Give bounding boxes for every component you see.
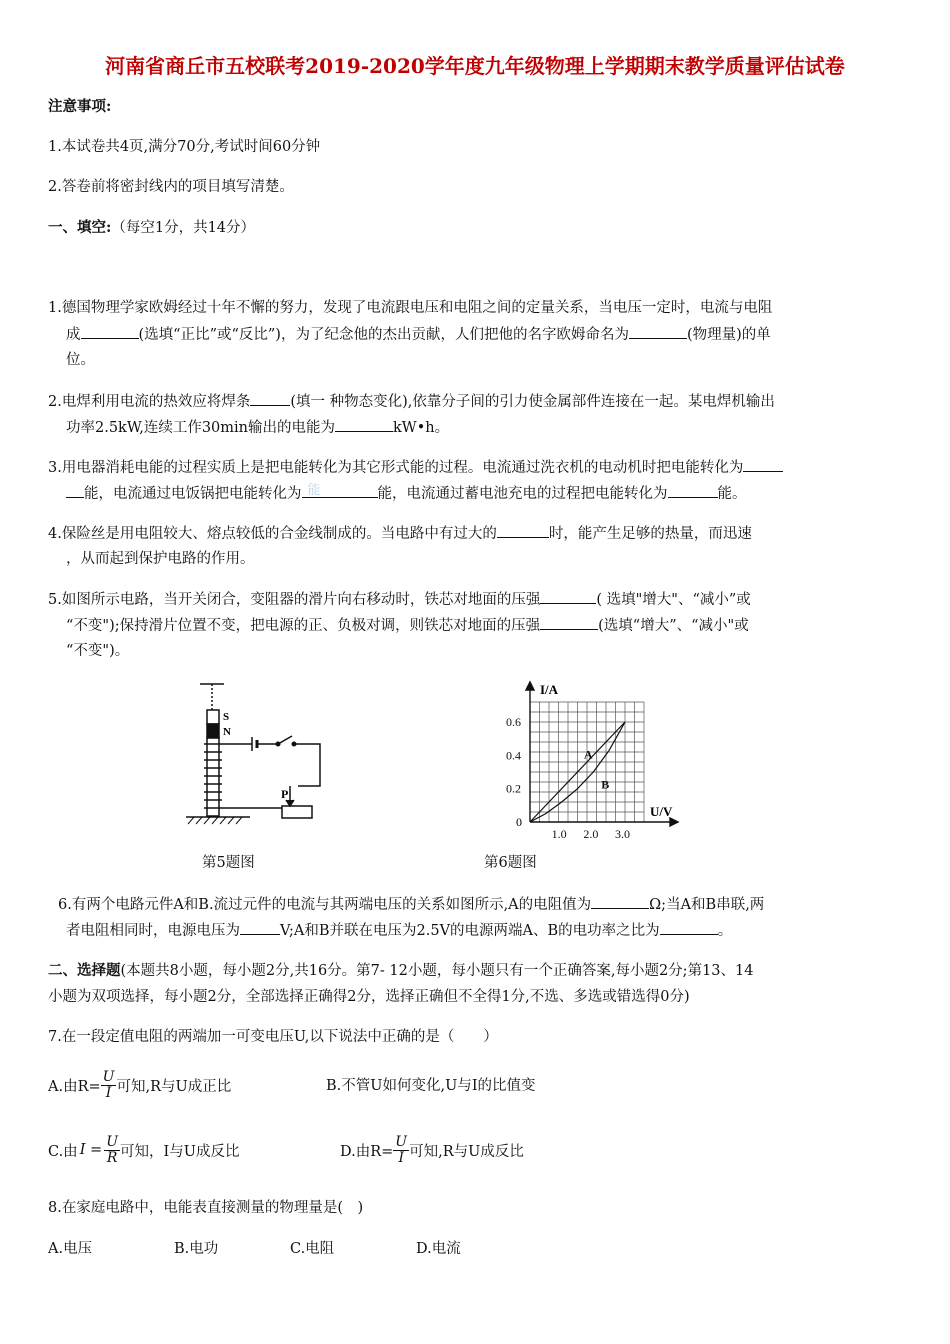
fig6-x-arrow [670,818,678,826]
q4-text-b: 时，能产生足够的热量，而迅速 [548,526,752,542]
q6-text-b: Ω;当A和B串联,两 [649,897,765,913]
q7-d-den: I [398,1149,404,1166]
q3-line1 [48,455,783,477]
q1-text-a: 成 [66,327,81,343]
exam-title: 河南省商丘市五校联考2019-2020学年度九年级物理上学期期末教学质量评估试卷 [105,54,845,78]
fig6-origin: 0 [516,815,522,829]
q4-blank-1[interactable] [497,521,549,538]
q3-text-c: 能，电流通过蓄电池充电的过程把电能转化为 [377,486,668,502]
q1-line3: 位。 [66,352,95,368]
section2-text-1: (本题共8小题，每小题2分,共16分。第7- 12小题，每小题只有一个正确答案,每小题2分;第13、14 [120,963,754,979]
fig5-label-s: S [223,711,230,723]
q5-line1 [48,587,751,609]
q6-blank-2[interactable] [240,918,280,935]
q6-text-c: 者电阻相同时，电源电压为 [66,923,240,939]
fig6-series-label-B: B [601,777,610,792]
q8-stem: 8.在家庭电路中，电能表直接测量的物理量是( ) [48,1200,364,1216]
q7-stem: 7.在一段定值电阻的两端加一可变电压U,以下说法中正确的是（ ） [48,1029,498,1045]
q6-text-a: 6.有两个电路元件A和B.流过元件的电流与其两端电压的关系如图所示,A的电阻值为 [58,897,592,913]
q7-c-den: R [106,1149,118,1166]
fig6-x-tick: 1.0 [551,827,567,841]
q7-d-fraction [393,1135,409,1166]
q1-blank-2[interactable] [629,322,687,339]
q7-c-post: 可知，I与U成反比 [120,1143,240,1160]
q8-option-d[interactable]: D.电流 [416,1241,461,1257]
fig6-y-tick: 0.4 [506,748,521,763]
fig6-caption: 第6题图 [484,855,537,871]
fig5-magnet-s [207,710,219,724]
q6-blank-3[interactable] [660,918,718,935]
q7-d-post: 可知,R与U成反比 [409,1143,524,1160]
q6-line1 [58,892,764,914]
q7-a-pre: A.由R= [48,1078,101,1095]
q5-blank-1[interactable] [540,587,596,604]
q2-blank-1[interactable] [250,389,290,406]
q2-line1 [48,389,775,411]
fig5-wire-right [294,744,320,786]
q7-c-pre: C.由 [48,1143,78,1160]
q5-text-c: “不变");保持滑片位置不变，把电源的正、负极对调，则铁芯对地面的压强 [66,618,541,634]
q3-blank-3[interactable] [668,481,718,498]
fig6-iu-chart [500,676,680,842]
q1-text-c: (物理量)的单 [686,327,771,343]
fig5-caption: 第5题图 [202,855,255,871]
q7-option-b[interactable]: B.不管U如何变化,U与I的比值变 [326,1078,536,1094]
q7-option-d[interactable] [340,1130,524,1170]
fig6-y-tick: 0.2 [506,781,521,796]
q5-text-b: ( 选填"增大"、“减小”或 [596,592,751,608]
fig6-xlabel: U/V [650,804,673,819]
q3-line2 [66,481,747,503]
q2-text-c: 功率2.5kW,连续工作30min输出的电能为 [66,420,335,436]
q5-blank-2[interactable] [540,613,598,630]
q8-option-b[interactable]: B.电功 [174,1241,219,1257]
section1-heading: 一、填空: [48,219,112,236]
q6-text-e: 。 [717,923,733,939]
q7-c-fraction [104,1135,120,1166]
notice-item-1: 1.本试卷共4页,满分70分,考试时间60分钟 [48,139,321,155]
q3-faint-mark: 能 [307,483,321,498]
q7-a-fraction [101,1070,117,1101]
q4-line2: ，从而起到保护电路的作用。 [66,551,255,567]
q7-a-den: I [105,1084,112,1101]
q5-text-a: 5.如图所示电路，当开关闭合，变阻器的滑片向右移动时，铁芯对地面的压强 [48,592,541,608]
fig5-magnet-n [207,724,219,738]
q7-a-num: U [102,1068,115,1085]
q4-text-a: 4.保险丝是用电阻较大、熔点较低的合金线制成的。当电路中有过大的 [48,526,497,542]
fig5-rheostat [282,806,312,818]
q1-text-b: (选填“正比”或“反比”)，为了纪念他的杰出贡献，人们把他的名字欧姆命名为 [138,327,629,343]
q3-blank-1b[interactable] [66,481,84,498]
q3-blank-1a[interactable] [743,455,783,472]
q3-blank-2[interactable] [302,481,378,498]
q2-line2 [66,415,449,437]
fig5-label-n: N [223,726,231,738]
fig6-x-tick: 3.0 [615,827,630,841]
q6-text-d: V;A和B并联在电压为2.5V的电源两端A、B的电功率之比为 [280,923,660,939]
q2-blank-2[interactable] [335,415,393,432]
notice-item-2: 2.答卷前将密封线内的项目填写清楚。 [48,179,294,195]
fig5-label-p: P [281,787,289,801]
q7-d-num: U [395,1133,408,1150]
notice-heading: 注意事项: [48,98,112,115]
q1-line1: 1.德国物理学家欧姆经过十年不懈的努力，发现了电流跟电压和电阻之间的定量关系，当电压一定时，电流与电阻 [48,300,773,316]
section2-heading: 二、选择题 [48,962,121,979]
section2-line2: 小题为双项选择，每小题2分，全部选择正确得2分，选择正确但不全得1分,不选、多选或错选得0分) [48,989,690,1005]
q3-text-b: 能，电流通过电饭锅把电能转化为 [84,486,302,502]
q7-option-a[interactable] [48,1065,231,1105]
q7-c-var: I = [79,1142,103,1158]
section1-note: （每空1分，共14分） [111,220,256,236]
q5-line2 [66,613,749,635]
q3-text-d: 能。 [717,486,747,502]
q6-line2 [66,918,732,940]
q1-blank-1[interactable] [81,322,139,339]
q7-d-pre: D.由R= [340,1143,394,1160]
q1-line2 [66,322,771,344]
q3-text-a: 3.用电器消耗电能的过程实质上是把电能转化为其它形式能的过程。电流通过洗衣机的电动机时把电能转化为 [48,460,744,476]
section2-line1 [48,959,753,980]
fig5-circuit-diagram [180,676,340,836]
q7-option-c[interactable] [48,1130,239,1170]
fig5-iron-core [207,738,219,816]
q4-line1 [48,521,752,543]
q7-c-num: U [106,1133,118,1150]
q8-option-c[interactable]: C.电阻 [290,1241,335,1257]
section1-header [48,216,255,237]
fig6-y-arrow [526,682,534,690]
q5-text-d: (选填“增大”、“减小"或 [598,618,749,634]
q5-line3: “不变")。 [66,643,130,659]
q2-text-a: 2.电焊利用电流的热效应将焊条 [48,394,251,410]
q8-option-a[interactable]: A.电压 [48,1241,93,1257]
fig6-series-label-A: A [583,747,593,762]
q2-text-d: kW•h。 [393,420,450,436]
fig6-y-tick: 0.6 [506,715,521,729]
fig6-ylabel: I/A [540,682,559,697]
q7-a-post: 可知,R与U成正比 [116,1078,232,1095]
q6-blank-1[interactable] [591,892,649,909]
fig6-x-tick: 2.0 [583,827,599,841]
q2-text-b: (填一 种物态变化),依靠分子间的引力使金属部件连接在一起。某电焊机输出 [290,394,775,410]
